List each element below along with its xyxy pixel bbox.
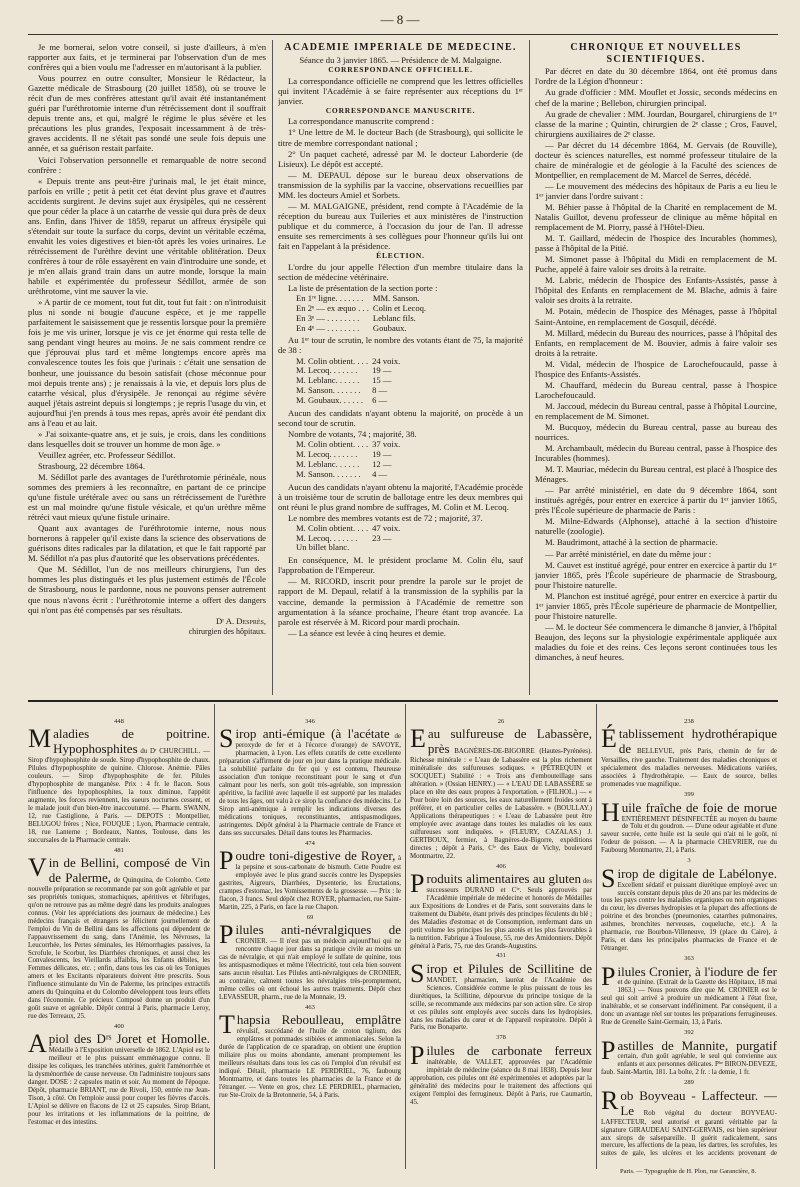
article-paragraph: Vous pourrez en outre consulter, Monsieur le Rédacteur, la Gazette médicale de Strasbourg (20 juillet 1858), où se trouve le récit d'un de mes confrères attestant qu'il avait été instantanément guéri par l'uréthrotomie interne d'un rétrécissement dont il souffrait depuis trente ans, et qui, malgré le régime le plus sévère et les précautions les plus grandes, l'exposait incessamment à de très-graves accidents. Il ne s'était pas sondé une seule fois depuis une année, et sa guérison restait parfaite. <box>28 73 266 154</box>
ad-initial: A <box>28 1029 47 1059</box>
advertisement <box>601 718 777 789</box>
advertisement <box>28 847 210 1021</box>
manuscript-paragraph: — M. MALGAIGNE, président, rend compte à l'Académie de la réception du bureau aux Tuileries et aux ministères de l'instruction publique et du commerce, à l'occasion du jour de l'an. Il adresse ensuite ses remerciments à ses collègues pour l'honneur qu'ils lui ont fait en l'appelant à la présidence. <box>278 200 523 251</box>
advertisement <box>601 857 777 953</box>
column-divider <box>596 704 597 1169</box>
chronique-paragraph: M. Millard, médecin du Bureau des nourrices, passe à l'hôpital des Enfants, en remplacement de M. Bouvier, admis à faire valoir ses droits à la retraite. <box>535 327 777 358</box>
ad-number: 431 <box>496 952 506 960</box>
ad-lead: astilles de Mannite, purgatif <box>617 1037 777 1053</box>
ad-number: 392 <box>684 1029 694 1037</box>
round1-intro: Au 1ᵉʳ tour de scrutin, le nombre des votants étant de 75, la majorité de 38 : <box>278 335 523 356</box>
chronique-paragraph: M. T. Gaillard, médecin de l'hospice des Incurables (hommes), passe à l'hôpital de la Pitié. <box>535 233 777 254</box>
vote-row <box>296 543 404 553</box>
vote-candidate: M. Leblanc. . . . . . <box>296 458 360 469</box>
ad-number: 481 <box>114 846 124 854</box>
vote-candidate: M. Goubaux. . . . . . <box>296 395 364 406</box>
ad-number: 238 <box>684 718 694 725</box>
closing-paragraph: En conséquence, M. le président proclame M. Colin élu, sauf l'approbation de l'Empereur. <box>278 555 523 576</box>
ad-initial: S <box>410 958 425 988</box>
ad-initial: S <box>601 863 616 893</box>
advertisement <box>219 718 401 838</box>
advertisement <box>410 718 592 861</box>
article-uretrotomie <box>28 42 266 692</box>
ad-lead: irop de digitale de Labélonye. <box>617 865 777 881</box>
advertisement <box>601 1079 777 1156</box>
ad-text: MANDET, pharmacien, lauréat de l'Académie des Sciences. Considérée comme le plus puissant de tous les diurétiques, la Scillitine, dépourvue du principe toxique de la scille, se recommande aux médecins par son action sûre. Ce sirop et ces pilules sont employés avec succès dans les hydropisies, dans les maladies du cœur et de l'appareil respiratoire. Dépôt à Paris, rue Bonaparte. <box>410 976 592 1032</box>
article-paragraph: Que M. Sédillot, l'un de nos meilleurs chirurgiens, l'un des hommes les plus distingués et les plus justement estimés de l'École de Strasbourg, nous le pardonne, nous ne pouvons penser autrement que nous n'avons écrit : l'uréthrotomie interne a offert des dangers qui n'ont pas été compensés par ses résultats. <box>28 564 266 615</box>
chronique-paragraph: M. Vidal, médecin de l'hospice de Larochefoucauld, passe à l'hospice des Enfants-Assistés. <box>535 358 777 379</box>
ad-number: 289 <box>684 1079 694 1087</box>
vote-count: 4 — <box>372 468 388 479</box>
session-line: Séance du 3 janvier 1865. — Présidence de M. Malgaigne. <box>299 54 502 65</box>
ad-text: Rob végétal du docteur BOYVEAU-LAFFECTEUR, seul autorisé et garanti véritable par la signature GIRAUDEAU SAINT-GERVAIS, est bien supérieur aux sirops de salsepareille. Il guérit radicalement, sans mercure, les affections de la peau, les dartres, les scrofules, les suites de gale, les ulcères et les accidents provenant de <box>601 1109 777 1156</box>
ad-text: ENTIÈREMENT DÉSINFECTÉE au moyen du baume de Tolu et du goudron. — D'une odeur agréable et d'une saveur sucrée, cette huile est la seule qui n'ait ni le goût, ni l'odeur de poisson. — A la pharmacie CHEVRIER, rue du Faubourg Montmartre, 21, à Paris. <box>601 815 777 855</box>
ad-text: BAGNÈRES-DE-BIGORRE (Hautes-Pyrénées). Richesse minérale : « L'eau de Labassère est la plus richement minéralisée des sulfureuses sodiques. » (PÉTREQUIN et SOCQUET.) Stabilité : « Trois ans d'embouteillage sans altération. » (Ossian HENRY.) — « L'EAU DE LABASSÈRE se place en tête des eaux propres à l'exportation. » (FILHOL.) — « Pour boire loin des sources, les eaux naturellement froides sont à préférer, et en particulier celles de Labassère. » (BOULLAY.) Applications thérapeutiques : « L'eau de Labassère peut être employée avec avantage dans toutes les maladies où les eaux sulfureuses sont indiquées. » (FLEURY, CAZALAS.) J. GERTBOUX, fermier, à Bagnères-de-Bigorre, expéditions directes ; dépôt à Paris, Cⁱᵉ des Eaux de Vichy, boulevard Montmartre, 22. <box>410 748 592 860</box>
manuscript-heading: CORRESPONDANCE MANUSCRITE. <box>325 105 476 115</box>
vote-count: Leblanc fils. <box>372 312 416 323</box>
ad-lead: ilules anti-névralgiques de <box>235 922 401 938</box>
article-body <box>28 42 266 615</box>
vote-candidate: En 3ᵉ — . . . . . . . . <box>296 312 360 323</box>
ad-lead: au sulfureuse de Labassère, près <box>427 726 592 757</box>
academie-report <box>278 42 523 692</box>
chronique-paragraph: M. Milne-Edwards (Alphonse), attaché à la section d'histoire naturelle (zoologie). <box>535 516 777 537</box>
ads-column-4 <box>601 716 777 1156</box>
ads-rule <box>28 700 778 702</box>
ad-initial: T <box>219 1010 235 1040</box>
ad-initial: P <box>601 961 616 991</box>
chronique-paragraph: — Par arrêté ministériel, en date du même jour : <box>545 548 712 559</box>
article-paragraph: Veuillez agréer, etc. Professeur Sédillot. <box>38 449 176 460</box>
ad-text: à la pepsine et sous-carbonate de bismuth. Cette Poudre est employée avec le plus grand succès contre les Dyspepsies gastrites, Aigreurs, Diarrhées, Dysenterie, les Éructations, crampes d'estomac, les Vomissements de la grossesse. — Prix : le flacon, 3 francs. Seul dépôt chez ROYER, pharmacien, rue Saint-Martin, 225, à Paris, en face la rue Chapon. <box>219 855 401 911</box>
chronique-paragraph: M. Jaccoud, médecin du Bureau central, passe à l'hôpital Lourcine, en remplacement de M. Simonet. <box>535 400 777 421</box>
vote-row <box>296 324 430 334</box>
ad-lead: ob Boyveau - Laffecteur. — Le <box>620 1087 777 1118</box>
vote-count: Colin et Lecoq. <box>372 302 427 313</box>
round1-table <box>296 357 404 406</box>
ads-column-2 <box>219 716 401 1171</box>
round3-count: Le nombre des membres votants est de 72 ; majorité, 37. <box>288 512 483 523</box>
advertisement <box>601 955 777 1027</box>
academie-title: ACADÉMIE IMPÉRIALE DE MÉDECINE. <box>284 42 517 53</box>
ad-number: 406 <box>496 862 506 870</box>
chronique-paragraph: — Par arrêté ministériel, en date du 9 décembre 1864, sont institués agrégés, pour entrer en exercice à partir du 1ᵉʳ janvier 1865, près l'École supérieure de pharmacie de Paris : <box>535 485 777 516</box>
ad-text: de Quinquina, de Colombo. Cette nouvelle préparation se recommande par son goût agréable et par ses propriétés toniques, stomachiques, apéritives et fébrifuges, qu'on ne retrouve pas au même degré dans les produits analogues connus. (Voir les appréciations des journaux de médecine.) Les médecins français et étrangers se félicitent journellement de l'emploi du Vin de Bellini dans les affections qui dépendent de l'appauvrissement du sang, dans l'Anémie, les Névroses, la Leucorrhée, les Pertes séminales, les Hémorrhagies passives, la Scrofule, le Scorbut, les Diarrhées chroniques, et aussi chez les Convalescents, les Vieillards affaiblis, les Enfants débiles, les Femmes délicates, etc. ; enfin, dans tous les cas où les Toniques amers et les Excitants réparateurs doivent être prescrits. Sous l'influence stimulante du Vin de Palerme, les principes extractifs amers du Quinquina et du Colombo développent tous leurs effets dans l'économie. Ce précieux Composé donne un produit d'un goût suave et agréable. Dépôt central à Paris, pharmacie Leroy, rue des Terreaux, 25. <box>28 877 210 1020</box>
ad-text: Excellent sédatif et puissant diurétique employé avec un succès constant depuis plus de 20 ans par les médecins de tous les pays contre les maladies organiques ou non organiques du cœur, les diverses hydropisies et la plupart des affections de poitrine et des bronches (pneumonies, catarrhes pulmonaires, asthmes, bronchites nerveuses, coqueluche, etc.). A la pharmacie, rue Bourbon-Villeneuve, 19 (place du Caire), à Paris, et dans les principales pharmacies de France et de l'étranger. <box>601 881 777 953</box>
column-divider <box>214 704 215 1169</box>
vote-candidate: M. Sanson. . . . . . . <box>296 468 361 479</box>
closing-body <box>278 555 523 637</box>
chronique-paragraph: M. Simonet passe à l'hôpital du Midi en remplacement de M. Puche, appelé à faire valoir ses droits à la retraite. <box>535 254 777 275</box>
ad-number: 463 <box>305 1003 315 1011</box>
vote-count: 12 — <box>372 458 392 469</box>
ad-lead: piol des Dʳˢ Joret et Homolle. <box>48 1031 210 1047</box>
ad-number: 69 <box>306 913 314 921</box>
vote-candidate: M. Lecoq. . . . . . . <box>296 448 358 459</box>
article-paragraph: » J'ai soixante-quatre ans, et je suis, je crois, dans les conditions dans lesquelles doit se trouver un homme de mon âge. » <box>28 428 266 449</box>
list-intro: La liste de présentation de la section porte : <box>288 282 438 293</box>
ad-text: et de quinine. (Extrait de la Gazette des Hôpitaux, 18 mai 1863.) — Nous pouvons dire que M. CRONIER est le seul qui soit arrivé à produire un médicament à l'état fixe, inaltérable, et se conservant indéfiniment. Par conséquent, il a donc un avantage réel sur toutes les préparations ferrugineuses. Rue de Grenelle Saint-Germain, 13, à Paris. <box>601 979 777 1027</box>
ad-number: 363 <box>684 955 694 963</box>
ad-number: 378 <box>496 1034 506 1042</box>
election-intro: L'ordre du jour appelle l'élection d'un membre titulaire dans la section de médecine vétérinaire. <box>278 261 523 282</box>
vote-count: 37 voix. <box>372 439 401 450</box>
chronique-title: CHRONIQUE ET NOUVELLES SCIENTIFIQUES. <box>570 42 742 65</box>
round2-count: Nombre de votants, 74 ; majorité, 38. <box>288 428 417 439</box>
vote-candidate: M. Colin obtient. . . . <box>296 355 369 366</box>
vote-candidate: M. Colin obtient. . . . <box>296 522 369 533</box>
ad-text: BELLEVUE, près Paris, chemin de fer de Versailles, rive gauche. Traitement des maladies chroniques et spécialement des maladies nerveuses. Médications variées, associées à l'hydrothérapie. — Eaux de source, belles promenades vue magnifique. <box>601 748 777 789</box>
ads-column-1 <box>28 716 210 1171</box>
chronique-paragraph: M. Béhier passe à l'hôpital de la Charité en remplacement de M. Natalis Guillot, devenu professeur de clinique au même hôpital en remplacement de M. Piorry, passé à l'Hôtel-Dieu. <box>535 201 777 233</box>
vote-candidate: M. Colin obtient. . . . <box>296 439 369 450</box>
manuscript-paragraph: 1° Une lettre de M. le docteur Bach (de Strasbourg), qui sollicite le titre de membre correspondant national ; <box>278 127 523 148</box>
ad-lead: in de Bellini, composé de Vin de Palerme, <box>48 855 210 886</box>
chronique <box>535 42 777 692</box>
ad-text: de peroxyde de fer et à l'écorce d'orange) de SAVOYE, pharmacien, à Lyon. Les effets curatifs de cette excellente préparation s'affirment de jour en jour dans la pratique médicale. La solubilité parfaite du fer qui y est contenu, l'heureuse association d'un tonique reconstituant pour le sang et d'un calmant pour les nerfs, son goût très-agréable, son impression apéritive, la facilité avec laquelle il est supporté par les malades de tous les âges, ont valu à ce sirop la confiance des médecins. Le Sirop anti-anémique à remplir les indications diverses des médications toniques, reconstituantes, antispasmodiques, astringentes. Dépôt général à la Pharmacie centrale de France et dans ses succursales. Détail dans toutes les Pharmacies. <box>219 733 401 837</box>
election-heading: ÉLECTION. <box>376 251 425 261</box>
official-text: La correspondance officielle ne comprend que les lettres officielles qui invitent l'Académie à se faire représenter aux réceptions du 1ᵉʳ janvier. <box>278 75 523 106</box>
ad-initial: P <box>410 869 425 898</box>
chronique-paragraph: M. Cauvet est institué agrégé, pour entrer en exercice à partir du 1ᵉʳ janvier 1865, près l'École supérieure de pharmacie de Strasbourg, pour l'histoire naturelle. <box>535 559 777 590</box>
ad-lead: ilules de carbonate ferreux <box>426 1042 592 1058</box>
advertisement <box>28 1023 210 1127</box>
chronique-paragraph: — M. le docteur Sée commencera le dimanche 8 janvier, à l'hôpital Beaujon, des leçons sur la physiologie expérimentale appliquée aux maladies du foie et des reins. Ces leçons seront continuées tous les dimanches, à neuf heures. <box>535 621 777 662</box>
article-paragraph: « Depuis trente ans peut-être j'urinais mal, le jet était mince, parfois en vrille ; petit à petit cet état devint plus grave et d'autres accidents surgirent. Je devins sujet aux érysipèles, qui ne cessèrent que pour céder la place à un catarrhe de vessie qui dura près de deux ans. Enfin, dans l'hiver de 1859, reparut un affreux érysipèle qui s'étendait sur toute la surface du corps, devint un véritable eczéma, envahit les voies digestives et bien-tôt après les voies urinaires. Le rétrécissement de l'urèthre devint une véritable oblitération. Deux confrères à tour de rôle essayèrent en vain d'introduire une sonde, et je m'en allais grand train dans un autre monde, lorsque la main habile et expérimentée du professeur Sédillot, armée de son uréthrotome, vint me sauver la vie. <box>28 175 266 297</box>
ad-initial: É <box>601 724 617 754</box>
official-heading: CORRESPONDANCE OFFICIELLE. <box>328 64 473 74</box>
article-paragraph: Voici l'observation personnelle et remarquable de notre second confrère : <box>28 154 266 175</box>
ads-column-3 <box>410 716 592 1171</box>
round3-intro: Aucun des candidats n'ayant obtenu la majorité, l'Académie procède à un troisième tour de scrutin de ballotage entre les deux membres qui ont réuni le plus grand nombre de suffrages, M. Colin et M. Lecoq. <box>278 481 523 512</box>
printer-footer: Paris. — Typographie de H. Plon, rue Garancière, 8. <box>620 1168 757 1175</box>
ad-text: révulsif, succédané de l'huile de croton tiglium, des emplâtres et pommades stibiées et ammoniacales. Selon la durée de l'application de ce sparadrap, on obtient une éruption miliaire plus ou moins abondante, amenant promptement les meilleurs résultats dans tous les cas où l'emploi d'un révulsif est indiqué. Détail, pharmacie LE PERDRIEL, 76, faubourg Montmartre, et dans toutes les pharmacies de la France et de l'étranger. — Vente en gros, chez LE PERDRIEL, pharmacien, rue Ste-Croix de la Bretonnerie, 54, à Paris. <box>219 1028 401 1099</box>
vote-count: 23 — <box>372 532 392 543</box>
ad-initial: M <box>28 724 52 754</box>
vote-candidate: En 4ᵉ — . . . . . . . . <box>296 322 360 333</box>
manuscript-paragraph: 2° Un paquet cacheté, adressé par M. le docteur Laborderie (de Lisieux). Le dépôt est accepté. <box>278 148 523 169</box>
vote-candidate: Un billet blanc. <box>296 542 350 553</box>
ad-initial: R <box>601 1085 619 1115</box>
ad-initial: P <box>219 846 234 876</box>
chronique-paragraph: M. Potain, médecin de l'hospice des Ménages, passe à l'hôpital Saint-Antoine, en remplacement de Gosquil, décédé. <box>535 306 777 327</box>
closing-paragraph: — M. RICORD, inscrit pour prendre la parole sur le projet de rapport de M. Depaul, relatif à la transmission de la syphilis par la vaccine, demande la permission à l'Académie de remettre son argumentation à la séance prochaine, l'heure étant trop avancée. La parole est réservée à M. Ricord pour mardi prochain. <box>278 576 523 627</box>
advertisement <box>219 840 401 912</box>
ad-initial: S <box>219 724 234 754</box>
ad-text: CRONIER. — Il n'est pas un médecin aujourd'hui qui ne rencontre chaque jour dans sa pratique civile au moins un cas de névralgie, et qui n'ait employé le sulfate de quinine, tous les antispasmodiques et même l'électricité, tout cela bien souvent sans aucun résultat. Les Pilules anti-névralgiques de CRONIER, au contraire, calment toutes les névralgies très-promptement, même celles où ont échoué les autres traitements. Dépôt chez LEVASSEUR, pharm., rue de la Monnaie, 19. <box>219 938 401 1001</box>
vote-count: 15 — <box>372 375 392 386</box>
page-number: — 8 — <box>380 12 420 27</box>
ad-lead: hapsia Reboulleau, emplâtre <box>236 1012 401 1028</box>
ad-initial: V <box>28 853 47 883</box>
advertisement <box>410 1034 592 1106</box>
manuscript-paragraph: La correspondance manuscrite comprend : <box>288 116 435 127</box>
article-paragraph: » A partir de ce moment, tout fut dit, tout fut fait : on n'introduisit plus ni sonde ni bougie d'aucune espèce, et je me rappelle parfaitement le saisissement que je ressentis lorsque pour la première fois je me vis uriner, lorsque je vis ce jet énorme qui resta telle de sang pendant vingt heures au moins. Je ne sais comment rendre ce que j'éprouvai plus tard et même longtemps encore après ma convalescence toutes les fois que j'urinais : c'était une sensation de bonheur, une jouissance du besoin satisfait (chose méconnue pour moi depuis trente ans) ; je renaissais à la vie, et depuis lors plus de catarrhe vésical, plus d'érysipèle. Je renonçai au régime sévère auquel j'étais astreint depuis si longtemps ; je repris l'usage du vin, et aujourd'hui j'en prends à tous mes repas, après avoir été pendant dix ans à l'eau et au lait. <box>28 297 266 428</box>
closing-paragraph: — La séance est levée à cinq heures et demie. <box>288 627 446 638</box>
ad-lead: uile fraîche de foie de morue <box>621 799 777 815</box>
manuscript-body <box>278 116 523 251</box>
advertisement <box>410 952 592 1032</box>
vote-count: Goubaux. <box>372 322 407 333</box>
ad-text: inaltérable, de VALLET, approuvées par l'Académie impériale de médecine (séance du 8 mai 1838). Depuis leur approbation, ces pilules ont été expérimentées et adoptées par la généralité des médecins pour le traitement des affections qui exigent l'emploi des ferrugineux. Dépôt à Paris, rue Caumartin, 45. <box>410 1058 592 1106</box>
ad-lead: roduits alimentaires au gluten <box>426 871 581 886</box>
vote-row <box>296 396 404 406</box>
chronique-paragraph: M. Chauffard, médecin du Bureau central, passe à l'hospice Larochefoucauld. <box>535 379 777 400</box>
chronique-paragraph: M. Planchon est institué agrégé, pour entrer en exercice à partir du 1ᵉʳ janvier 1865, près l'École supérieure de pharmacie de Montpellier, pour l'histoire naturelle. <box>535 590 777 621</box>
advertisement <box>410 863 592 951</box>
chronique-paragraph: M. Baudrimont, attaché à la section de pharmacie. <box>545 537 718 548</box>
ad-text: certain, d'un goût agréable, le seul qui convienne aux enfants et aux personnes délicates. Pʰᵉ BIRON-DEVEZE, faub. Saint-Martin, 181. La boîte, 2 fr. : la demie, 1 fr. <box>601 1053 777 1077</box>
vote-count: 19 — <box>372 365 392 376</box>
chronique-paragraph: — Par décret du 14 décembre 1864, M. Gervais (de Rouville), docteur ès sciences naturelles, est nommé professeur titulaire de la chaire de minéralogie et de géologie à la Faculté des sciences de Montpellier, en remplacement de M. Marcel de Serres, décédé. <box>535 139 777 180</box>
chronique-paragraph: M. T. Mauriac, médecin du Bureau central, est placé à l'hospice des Ménages. <box>535 464 777 485</box>
ad-lead: irop et Pilules de Scillitine de <box>426 960 592 976</box>
advertisement <box>219 914 401 1002</box>
ad-number: 346 <box>305 718 315 725</box>
ad-lead: tablissement hydrothérapique de <box>618 726 777 757</box>
vote-row <box>296 470 404 480</box>
ad-number: 474 <box>305 839 315 847</box>
vote-candidate: M. Lecoq. . . . . . . <box>296 532 358 543</box>
chronique-paragraph: M. Bucquoy, médecin du Bureau central, passe au bureau des nourrices. <box>535 421 777 443</box>
chronique-paragraph: — Le mouvement des médecins des hôpitaux de Paris a eu lieu le 1ᵉʳ janvier dans l'ordre suivant : <box>535 180 777 201</box>
vote-count: 24 voix. <box>372 355 401 366</box>
column-divider <box>272 40 273 695</box>
header-rule <box>28 34 778 35</box>
ad-text: Médaille à l'Exposition universelle de 1862. L'Apiol est le meilleur et le plus puissant emménagogue connu. Il dissipe les coliques, les tranchées utérines, guérit l'aménorrhée et la dysménorrhée de cause nerveuse. On l'administre toujours sans danger. DOSE : 2 capsules matin et soir. Au moment de l'époque. Dépôt, pharmacie BRIANT, rue de Rivoli, 150, entrée rue Jean-Tison, à côté. On l'emploie aussi pour couper les fièvres d'accès. L'Apiol se délivre en flacons de 12 et 25 capsules. Sirop Briant, pour les irritations et les inflammations de la poitrine, de l'estomac et des intestins. <box>28 1047 210 1126</box>
article-paragraph: Quant aux avantages de l'uréthrotomie interne, nous nous bornerons à rappeler qu'il existe dans la science des observations de guérisons dites radicales par la dilatation, et que le fait rapporté par M. Sédillot n'a pas plus d'autorité que les observations précédentes. <box>28 523 266 564</box>
presentation-table <box>296 294 430 334</box>
advertisement <box>28 718 210 845</box>
vote-candidate: M. Leblanc. . . . . . <box>296 375 360 386</box>
vote-count: 6 — <box>372 395 388 406</box>
ad-initial: H <box>601 797 620 827</box>
ad-initial: P <box>219 920 234 950</box>
advertisement <box>601 1029 777 1077</box>
article-paragraph: Strasbourg, 22 décembre 1864. <box>38 460 146 471</box>
ad-number: 400 <box>114 1022 124 1030</box>
signature: Dʳ A. Desprès, <box>216 615 266 626</box>
ad-number: 399 <box>684 791 694 799</box>
article-paragraph: M. Sédillot parle des avantages de l'uréthrotomie périnéale, nous sommes des premiers à les reconnaître, en partant de ce principe qu'une fistule urétérale avec ou sans un rétrécissement de l'urèthre est un mal moindre qu'une fistule vésicale, et qu'un urèthre même rétréci vaut mieux qu'une fistule urinaire. <box>28 471 266 523</box>
vote-candidate: En 2ᵉ — ex æquo . . . <box>296 302 369 313</box>
ad-number: 448 <box>114 718 124 725</box>
advertisement <box>601 791 777 855</box>
ad-initial: E <box>410 724 426 754</box>
column-divider <box>405 704 406 1169</box>
chronique-body <box>535 66 777 662</box>
chronique-paragraph: Au grade de chevalier : MM. Jourdan, Bourgarel, chirurgiens de 1ʳᵉ classe de la marine ; Quintin, chirurgien de 2ᵉ classe ; Cros, Fauvel, chirurgiens auxiliaires de 2ᵉ classe. <box>535 108 777 139</box>
vote-candidate: En 1ʳᵉ ligne. . . . . . . <box>296 292 364 303</box>
chronique-paragraph: Par décret en date du 30 décembre 1864, ont été promus dans l'ordre de la Légion d'honneur : <box>535 66 777 87</box>
vote-count: 47 voix. <box>372 522 401 533</box>
round2-table <box>296 440 404 480</box>
manuscript-paragraph: — M. DEPAUL dépose sur le bureau deux observations de transmission de la syphilis par la vaccine, observations recueillies par MM. les docteurs Amiel et Sorbets. <box>278 169 523 200</box>
round2-intro: Aucun des candidats n'ayant obtenu la majorité, on procède à un second tour de scrutin. <box>278 407 523 428</box>
ad-lead: oudre toni-digestive de Royer, <box>235 848 396 864</box>
ad-lead: aladies de poitrine. Hypophosphites <box>53 726 210 757</box>
chronique-paragraph: Au grade d'officier : MM. Mouflet et Jossic, seconds médecins en chef de la marine ; Bellebon, chirurgien principal. <box>535 87 777 108</box>
vote-count: 8 — <box>372 385 388 396</box>
ad-initial: P <box>601 1035 616 1065</box>
vote-candidate: M. Sanson. . . . . . . <box>296 385 361 396</box>
advertisement <box>219 1004 401 1100</box>
ad-lead: ilules Cronier, à l'iodure de fer <box>617 963 777 979</box>
ad-lead: irop anti-émique (à l'acétate <box>235 726 390 742</box>
article-paragraph: Je me bornerai, selon votre conseil, si juste d'ailleurs, à m'en rapporter aux faits, et je terminerai par l'observation d'un de mes confrères qui a bien voulu me l'adresser en m'autorisant à la publier. <box>28 42 266 73</box>
vote-count: MM. Sanson. <box>372 292 420 303</box>
round3-table <box>296 524 404 554</box>
ad-initial: P <box>410 1040 425 1070</box>
vote-count: 19 — <box>372 448 392 459</box>
chronique-paragraph: M. Labric, médecin de l'hospice des Enfants-Assistés, passe à l'hôpital des Enfants en remplacement de M. Blache, admis à faire valoir ses droits à la retraite. <box>535 275 777 306</box>
vote-count <box>372 543 404 553</box>
chronique-paragraph: M. Archambault, médecin du Bureau central, passe à l'hospice des Incurables (hommes). <box>535 443 777 464</box>
ad-number: 3 <box>687 857 691 865</box>
column-divider <box>529 40 530 695</box>
signature-title: chirurgien des hôpitaux. <box>188 626 266 636</box>
vote-candidate: M. Lecoq. . . . . . . <box>296 365 358 376</box>
ad-text: des successeurs DURAND et Cⁱᵉ. Seuls approuvés par l'Académie impériale de médecine et honorés de Médailles aux Expositions de Londres et de Paris, sont souverains dans le traitement du Diabète, étant privés des principes féculents du blé ; des Maladies d'estomac et de Consomption, renfermant dans un petit volume les principes les plus azotés et les plus favorables à la nutrition. Fabrique à Toulouse, 55, rue des Amidonniers. Dépôt général à Paris, 75, rue des Grands-Augustins. <box>410 878 592 950</box>
ad-number: 26 <box>497 718 505 725</box>
ad-text: du Dʳ CHURCHILL. — Sirop d'hypophosphite de soude. Sirop d'hypophosphite de chaux. Pilules d'hypophosphite de quinine. Chlorose. Anémie. Pâles couleurs. — Sirop d'hypophosphite de fer. Pilules d'hypophosphite de manganèse. Prix : 4 fr. le flacon. Sous l'influence des hypophosphites, la toux diminue, l'appétit augmente, les forces reviennent, les sueurs nocturnes cessent, et le malade jouit d'un bien-être inaccoutumé. — Pharm. SWANN, 12, rue Castiglione, à Paris. — DEPOTS : Montpellier, BELUGOU frères ; Nice, FOUQUE ; Lyon, Pharmacie centrale, 18, rue Lanterne ; Bordeaux, Nantes, Toulouse, dans les succursales de la Pharmacie centrale. <box>28 748 210 844</box>
